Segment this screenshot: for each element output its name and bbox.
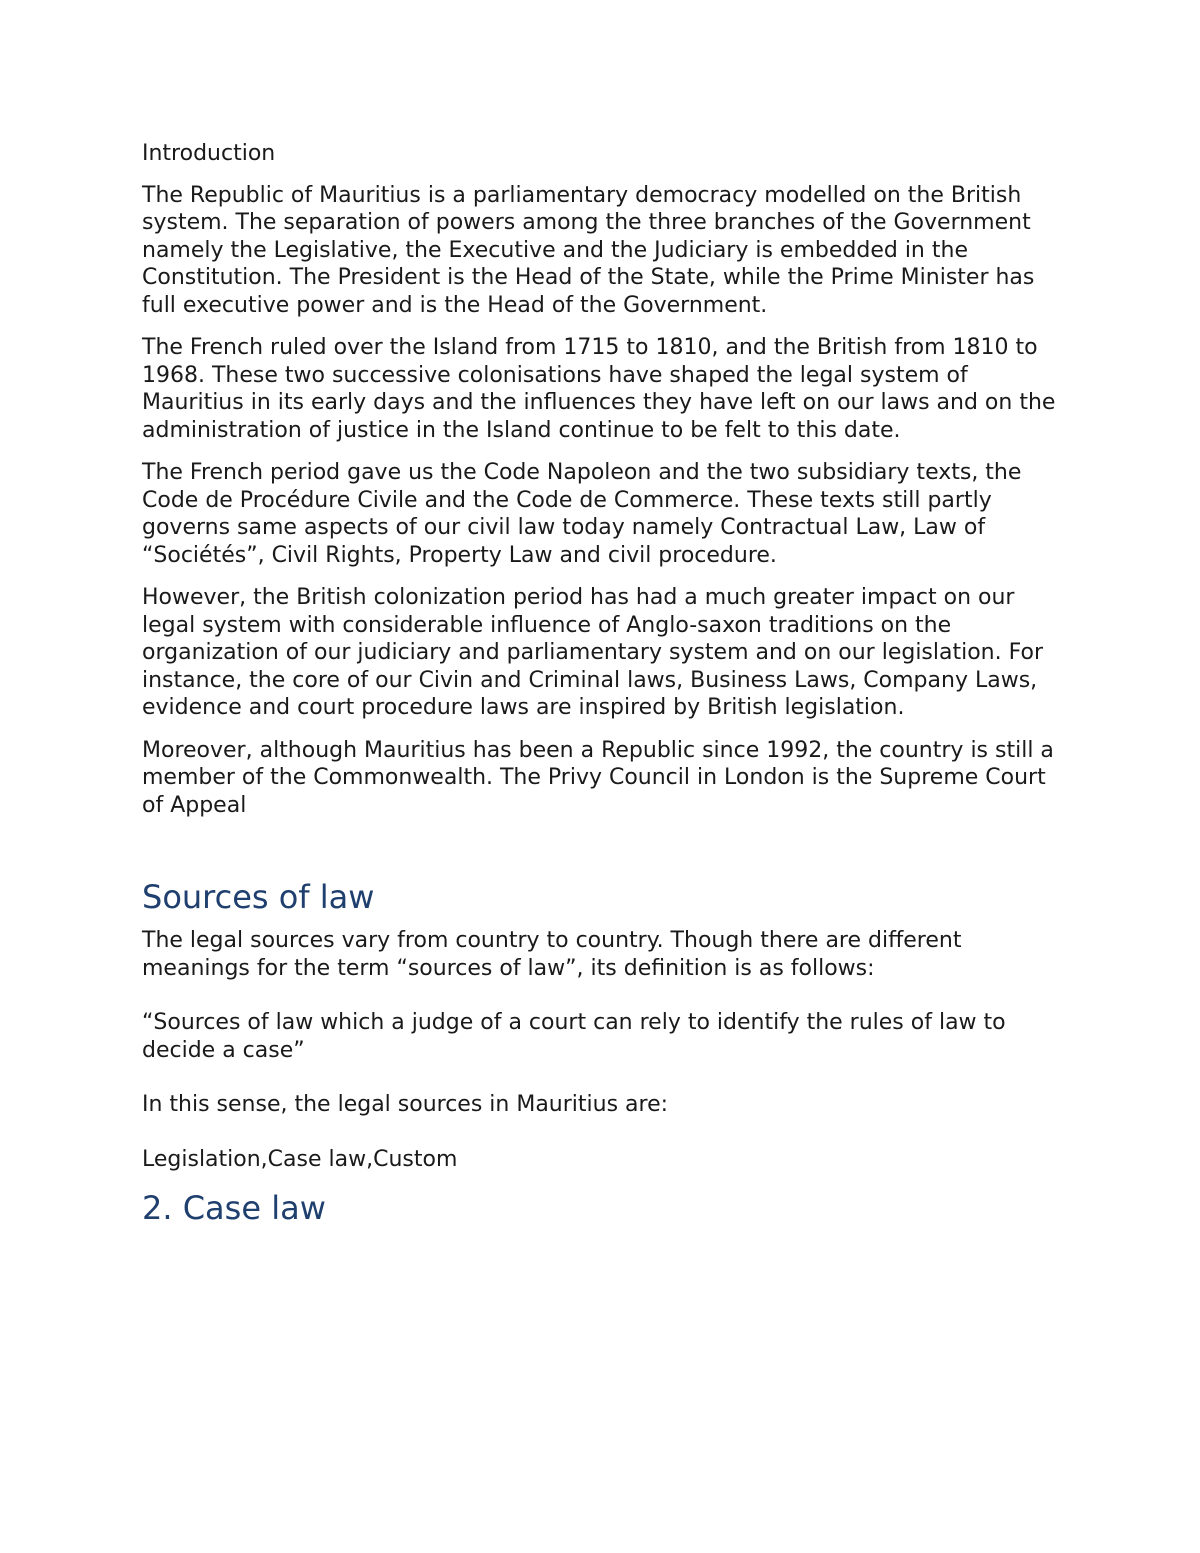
paragraph-commonwealth: Moreover, although Mauritius has been a Republic since 1992, the country is still a member of the Commonwealth. The Privy Council in London is the Supreme Court of Appeal: [142, 737, 1054, 818]
sources-definition-quote: “Sources of law which a judge of a court can rely to identify the rules of law to decide a case”: [142, 1010, 1006, 1063]
paragraph-political-system: The Republic of Mauritius is a parliamentary democracy modelled on the British system. The separation of powers among the three branches of the Government namely the Legislative, the Executive and the Judiciary is embedded in the Constitution. The President is the Head of the State, while the Prime Minister has full executive power and is the Head of the Government.: [142, 182, 1035, 318]
sources-list: Legislation,Case law,Custom: [142, 1146, 458, 1172]
sources-intro: The legal sources vary from country to country. Though there are different meanings for the term “sources of law”, its definition is as follows:: [142, 928, 962, 981]
sources-sense: In this sense, the legal sources in Mauritius are:: [142, 1092, 669, 1117]
intro-title: Introduction: [142, 141, 276, 166]
paragraph-french-period: The French period gave us the Code Napoleon and the two subsidiary texts, the Code de Procédure Civile and the Code de Commerce. These texts still partly governs same aspects of our civil law today namely Contractual Law, Law of “Sociétés”, Civil Rights, Property Law and civil procedure.: [142, 460, 1022, 568]
case-law-heading: 2. Case law: [142, 1189, 326, 1227]
paragraph-colonial-history: The French ruled over the Island from 1715 to 1810, and the British from 1810 to 1968. These two successive colonisations have shaped the legal system of Mauritius in its early days and the influences they have left on our laws and on the administration of justice in the Island continue to be felt to this date.: [142, 335, 1056, 443]
document-page: [142, 140, 1062, 1228]
paragraph-british-period: However, the British colonization period has had a much greater impact on our legal system with considerable influence of Anglo-saxon traditions on the organization of our judiciary and parliamentary system and on our legislation. For instance, the core of our Civin and Criminal laws, Business Laws, Company Laws, evidence and court procedure laws are inspired by British legislation.: [142, 585, 1043, 720]
sources-of-law-heading: Sources of law: [142, 878, 375, 916]
